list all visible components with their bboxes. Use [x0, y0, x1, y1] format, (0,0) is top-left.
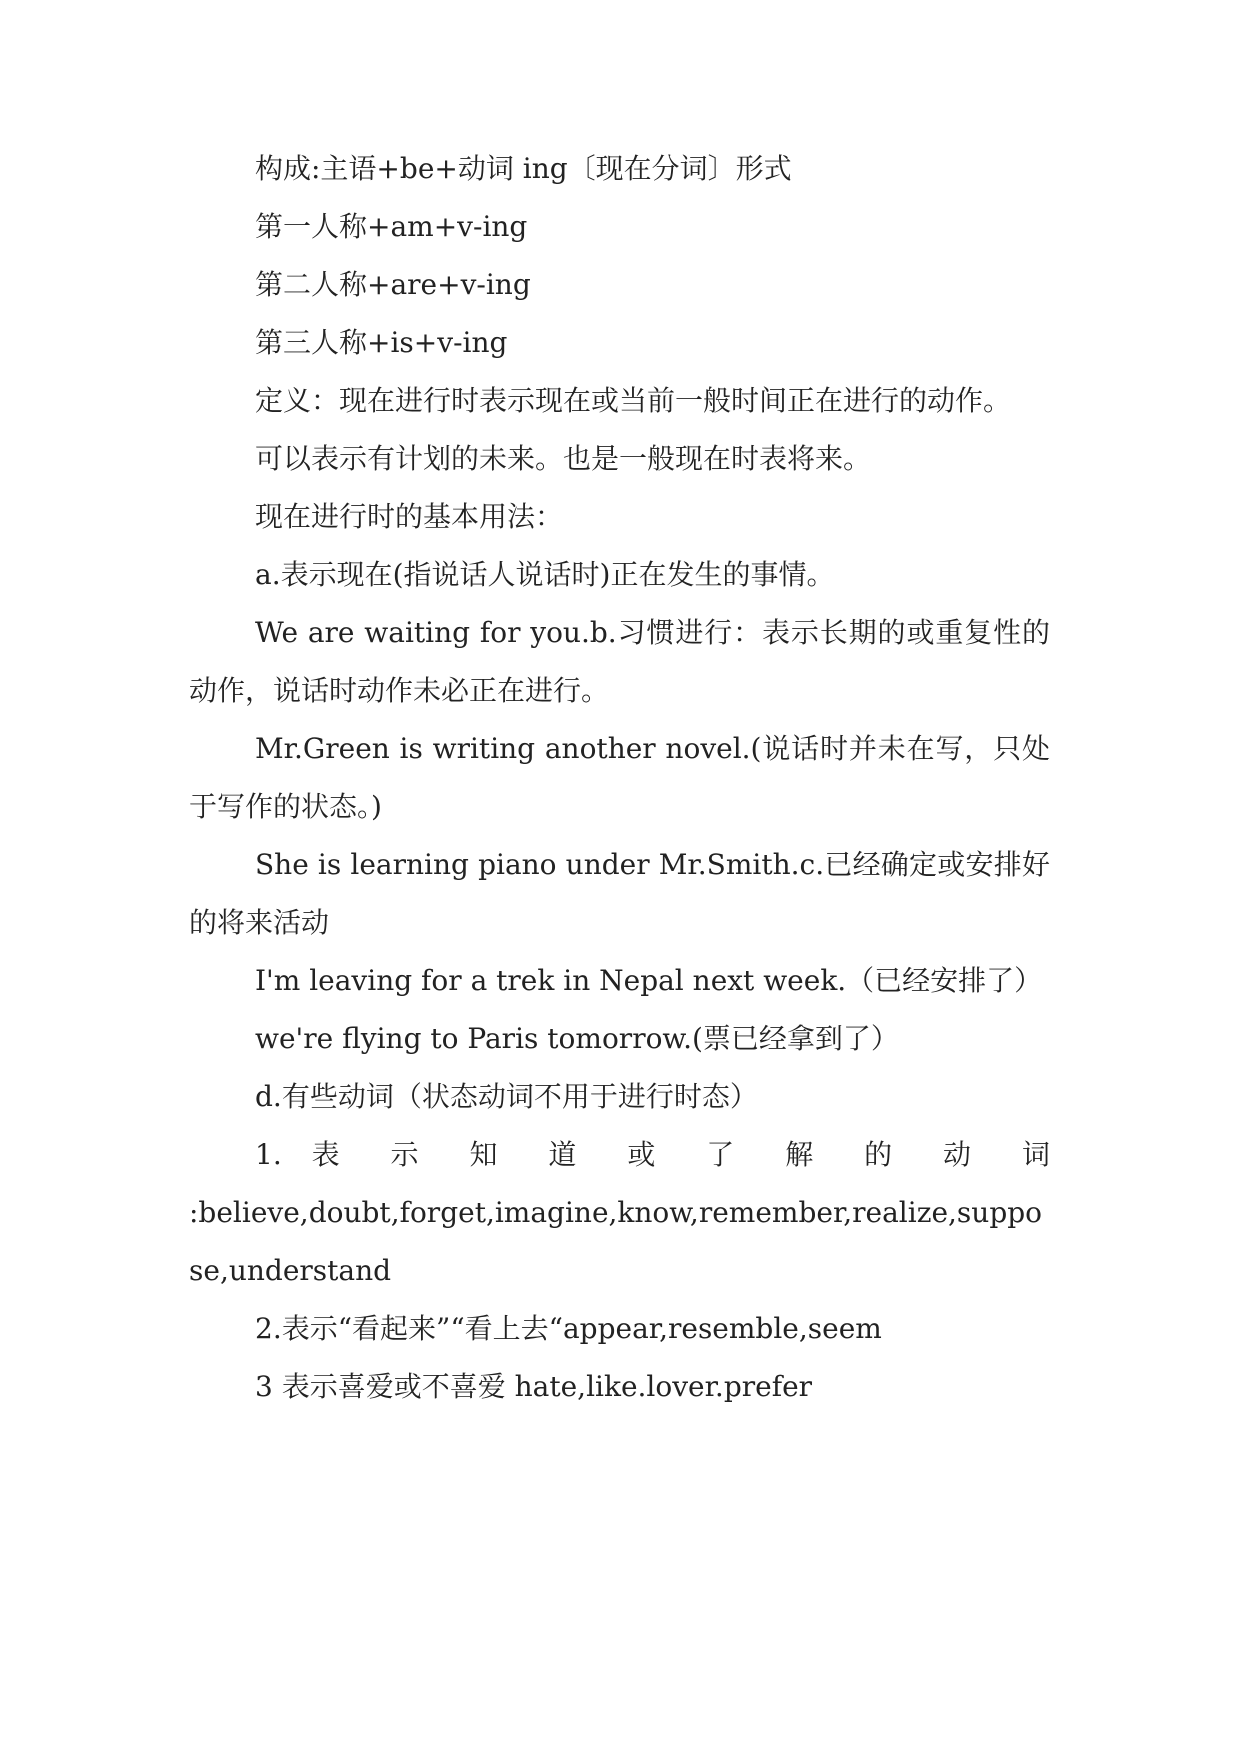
paragraph-structure: 构成:主语+be+动词 ing〔现在分词〕形式 [255, 152, 792, 185]
paragraph-example-green: Mr.Green is writing another novel.(说话时并未在写，只处于写作的状态。) [189, 732, 1050, 823]
paragraph-second-person: 第二人称+are+v-ing [255, 268, 531, 301]
paragraph-third-person: 第三人称+is+v-ing [255, 326, 508, 359]
paragraph-example-paris: we're flying to Paris tomorrow.(票已经拿到了） [255, 1022, 899, 1055]
paragraph-usage-b: We are waiting for you.b.习惯进行：表示长期的或重复性的动作，说话时动作未必正在进行。 [189, 616, 1050, 707]
paragraph-usage-d: d.有些动词（状态动词不用于进行时态） [255, 1080, 758, 1113]
paragraph-usage-c: She is learning piano under Mr.Smith.c.已经确定或安排好的将来活动 [189, 848, 1050, 939]
document-page [189, 140, 1050, 1416]
paragraph-verb-list-1: 1. 表 示 知 道 或 了 解 的 动 词 :believe,doubt,forget,imagine,know,remember,realize,suppose,understand [189, 1138, 1050, 1287]
paragraph-first-person: 第一人称+am+v-ing [255, 210, 528, 243]
paragraph-basic-usage-heading: 现在进行时的基本用法： [255, 500, 564, 533]
paragraph-definition: 定义：现在进行时表示现在或当前一般时间正在进行的动作。 [255, 384, 1012, 417]
paragraph-verb-list-2: 2.表示“看起来”“看上去“appear,resemble,seem [255, 1312, 882, 1345]
paragraph-verb-list-3: 3 表示喜爱或不喜爱 hate,like.lover.prefer [255, 1370, 813, 1403]
paragraph-usage-a: a.表示现在(指说话人说话时)正在发生的事情。 [255, 558, 835, 591]
paragraph-future-plan: 可以表示有计划的未来。也是一般现在时表将来。 [255, 442, 872, 475]
paragraph-example-nepal: I'm leaving for a trek in Nepal next week.（已经安排了） [255, 964, 1043, 997]
